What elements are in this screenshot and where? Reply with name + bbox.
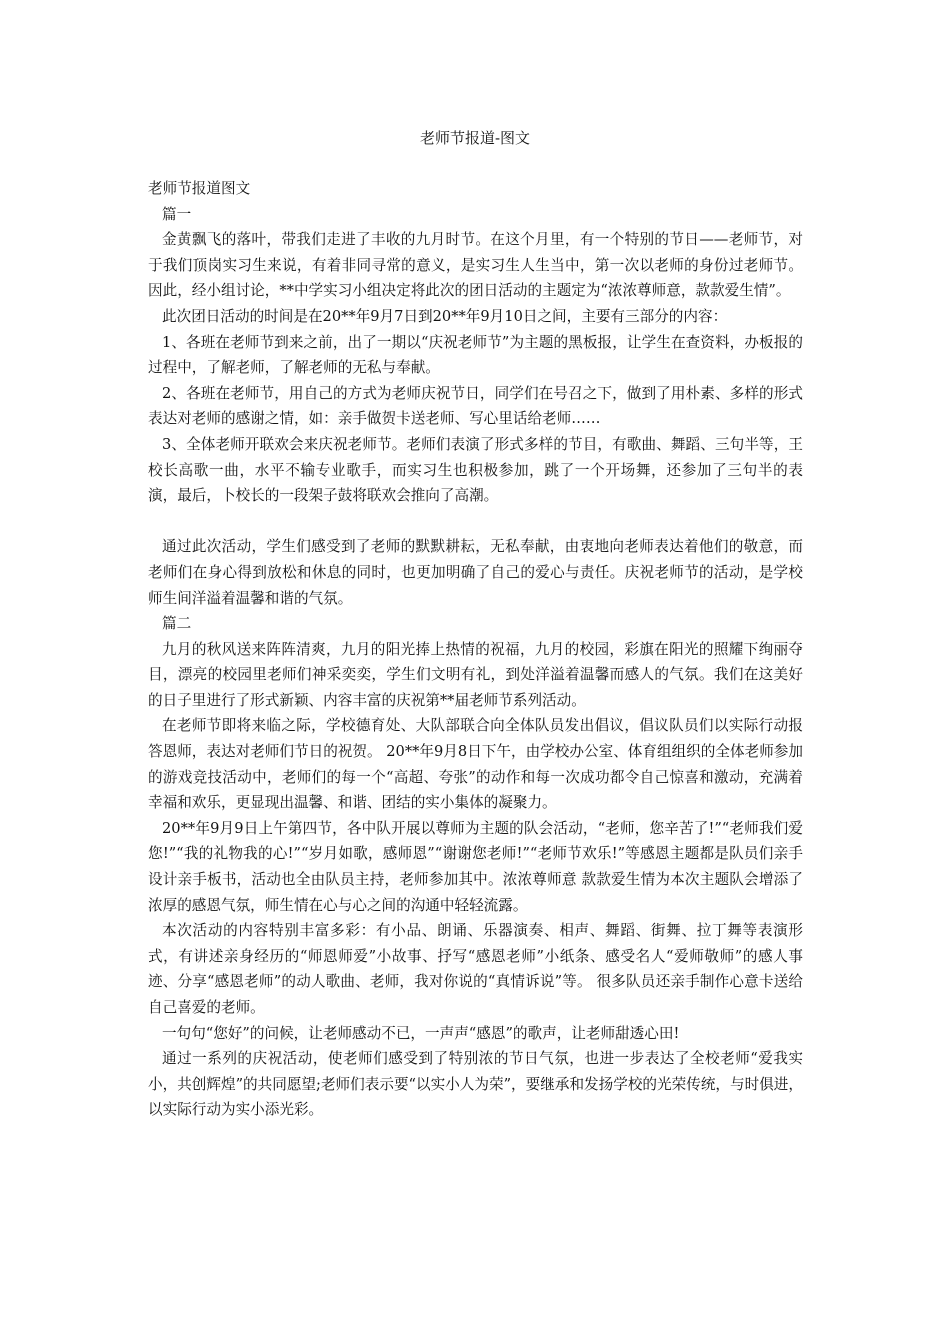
paragraph-class-meeting: 20**年9月9日上午第四节，各中队开展以尊师为主题的队会活动，“老师，您辛苦了!”“老师我们爱您!”“我的礼物我的心!”“岁月如歌，感师恩”“谢谢您老师!”“老师节欢乐!”等感恩主题都是队员们亲手设计亲手板书，活动也全由队员主持，老师参加其中。浓浓尊师意 款款爱生情为本次主题队会增添了浓厚的感恩气氛，师生情在心与心之间的沟通中轻轻流露。 <box>148 819 803 914</box>
article-heading: 老师节报道图文 <box>148 180 251 197</box>
section-label-part-two: 篇二 <box>162 615 192 633</box>
paragraph-september: 九月的秋风送来阵阵清爽，九月的阳光捧上热情的祝福，九月的校园，彩旗在阳光的照耀下绚丽夺目，漂亮的校园里老师们神采奕奕，学生们文明有礼，到处洋溢着温馨而感人的气氛。我们在这美好的日子里进行了形式新颖、内容丰富的庆祝第**届老师节系列活动。 <box>148 640 803 709</box>
document-body <box>148 176 803 1123</box>
document-title: 老师节报道-图文 <box>419 129 531 147</box>
paragraph-conclusion: 通过一系列的庆祝活动，使老师们感受到了特别浓的节日气氛，也进一步表达了全校老师“爱我实小，共创辉煌”的共同愿望;老师们表示要“以实小人为荣”，要继承和发扬学校的光荣传统，与时俱进，以实际行动为实小添光彩。 <box>148 1050 803 1119</box>
paragraph-initiative: 在老师节即将来临之际，学校德育处、大队部联合向全体队员发出倡议，倡议队员们以实际行动报答恩师，表达对老师们节日的祝贺。 20**年9月8日下午，由学校办公室、体育组组织的全体老师参加的游戏竞技活动中，老师们的每一个“高超、夸张”的动作和每一次成功都令自己惊喜和激动，充满着幸福和欢乐，更显现出温馨、和谐、团结的实小集体的凝聚力。 <box>148 717 803 812</box>
paragraph-activities: 本次活动的内容特别丰富多彩：有小品、朗诵、乐器演奏、相声、舞蹈、街舞、拉丁舞等表演形式，有讲述亲身经历的“师恩师爱”小故事、抒写“感恩老师”小纸条、感受名人“爱师敬师”的感人事迹、分享“感恩老师”的动人歌曲、老师，我对你说的“真情诉说”等。 很多队员还亲手制作心意卡送给自己喜爱的老师。 <box>148 922 803 1016</box>
paragraph-greetings: 一句句“您好”的问候，让老师感动不已，一声声“感恩”的歌声，让老师甜透心田! <box>162 1024 680 1042</box>
list-item-blackboard: 1、各班在老师节到来之前，出了一期以“庆祝老师节”为主题的黑板报，让学生在查资料，办板报的过程中，了解老师，了解老师的无私与奉献。 <box>148 333 803 377</box>
paragraph-intro: 金黄飘飞的落叶，带我们走进了丰收的九月时节。在这个月里，有一个特别的节日——老师节，对于我们顶岗实习生来说，有着非同寻常的意义，是实习生人生当中，第一次以老师的身份过老师节。因此，经小组讨论，**中学实习小组决定将此次的团日活动的主题定为“浓浓尊师意，款款爱生情”。 <box>148 231 803 300</box>
paragraph-schedule: 此次团日活动的时间是在20**年9月7日到20**年9月10日之间，主要有三部分的内容： <box>162 307 728 325</box>
list-item-celebration: 2、各班在老师节，用自己的方式为老师庆祝节日，同学们在号召之下，做到了用朴素、多样的形式表达对老师的感谢之情，如：亲手做贺卡送老师、写心里话给老师…… <box>148 384 803 428</box>
blank-line <box>148 509 803 535</box>
list-item-party: 3、全体老师开联欢会来庆祝老师节。老师们表演了形式多样的节目，有歌曲、舞蹈、三句半等，王校长高歌一曲，水平不输专业歌手，而实习生也积极参加，跳了一个开场舞，还参加了三句半的表演，最后，卜校长的一段架子鼓将联欢会推向了高潮。 <box>148 435 803 505</box>
section-label-part-one: 篇一 <box>162 205 192 223</box>
paragraph-summary-part-one: 通过此次活动，学生们感受到了老师的默默耕耘，无私奉献，由衷地向老师表达着他们的敬意，而老师们在身心得到放松和休息的同时，也更加明确了自己的爱心与责任。庆祝老师节的活动，是学校师生间洋溢着温馨和谐的气氛。 <box>148 538 803 607</box>
